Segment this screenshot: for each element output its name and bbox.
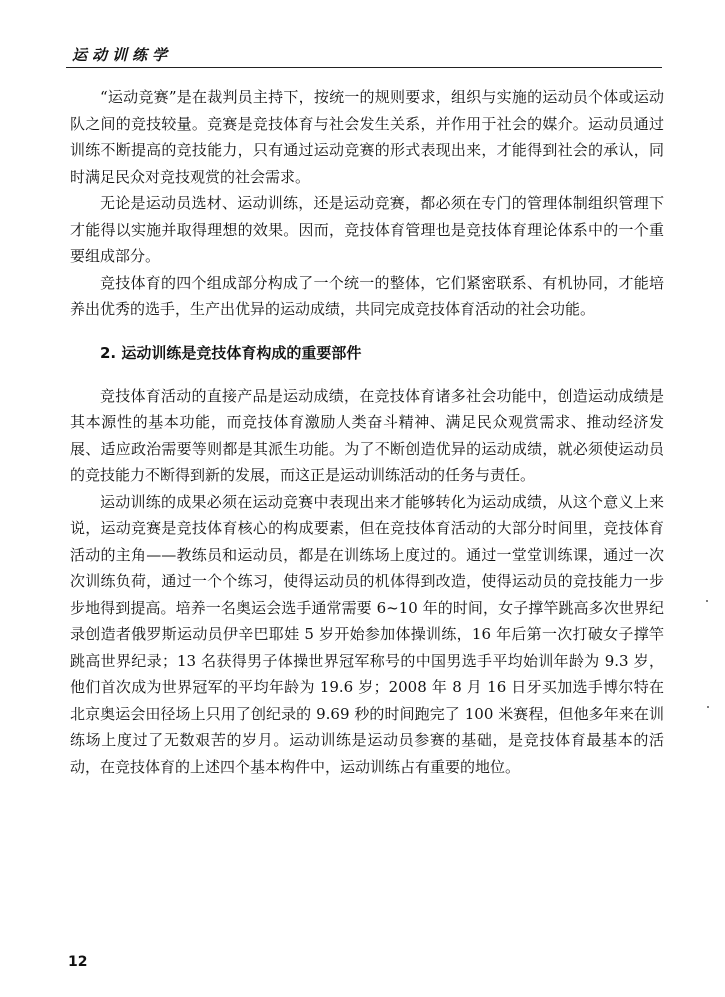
section-heading: 2. 运动训练是竞技体育构成的重要部件	[100, 343, 362, 362]
paragraph-management: 无论是运动员选材、运动训练，还是运动竞赛，都必须在专门的管理体制组织管理下才能得以实施并取得理想的效果。因而，竞技体育管理也是竞技体育理论体系中的一个重要组成部分。	[70, 194, 664, 265]
scan-speck	[706, 600, 708, 602]
running-head-title: 运动训练学	[72, 46, 173, 64]
scan-speck	[707, 706, 709, 708]
body-text	[70, 84, 664, 780]
page-number: 12	[68, 954, 88, 970]
header-rule	[66, 67, 662, 68]
paragraph-performance-product: 竞技体育活动的直接产品是运动成绩，在竞技体育诸多社会功能中，创造运动成绩是其本源性的基本功能，而竞技体育激励人类奋斗精神、满足民众观赏需求、推动经济发展、适应政治需要等则都是其派生功能。为了不断创造优异的运动成绩，就必须使运动员的竞技能力不断得到新的发展，而这正是运动训练活动的任务与责任。	[70, 386, 664, 484]
paragraph-four-components: 竞技体育的四个组成部分构成了一个统一的整体，它们紧密联系、有机协同，才能培养出优秀的选手，生产出优异的运动成绩，共同完成竞技体育活动的社会功能。	[70, 273, 664, 318]
paragraph-competition-definition: “运动竞赛”是在裁判员主持下，按统一的规则要求，组织与实施的运动员个体或运动队之间的竞技较量。竞赛是竞技体育与社会发生关系，并作用于社会的媒介。运动员通过训练不断提高的竞技能力，只有通过运动竞赛的形式表现出来，才能得到社会的承认，同时满足民众对竞技观赏的社会需求。	[70, 88, 664, 186]
paragraph-training-results: 运动训练的成果必须在运动竞赛中表现出来才能够转化为运动成绩，从这个意义上来说，运动竞赛是竞技体育核心的构成要素，但在竞技体育活动的大部分时间里，竞技体育活动的主角——教练员和运动员，都是在训练场上度过的。通过一堂堂训练课，通过一次次训练负荷，通过一个个练习，使得运动员的机体得到改造，使得运动员的竞技能力一步步地得到提高。培养一名奥运会选手通常需要 6~10 年的时间，女子撑竿跳高多次世界纪录创造者俄罗斯运动员伊辛巴耶娃 5 岁开始参加体操训练，16 年后第一次打破女子撑竿跳高世界纪录；13 名获得男子体操世界冠军称号的中国男选手平均始训年龄为 9.3 岁，他们首次成为世界冠军的平均年龄为 19.6 岁；2008 年 8 月 16 日牙买加选手博尔特在北京奥运会田径场上只用了创纪录的 9.69 秒的时间跑完了 100 米赛程，但他多年来在训练场上度过了无数艰苦的岁月。运动训练是运动员参赛的基础，是竞技体育最基本的活动，在竞技体育的上述四个基本构件中，运动训练占有重要的地位。	[70, 492, 664, 776]
